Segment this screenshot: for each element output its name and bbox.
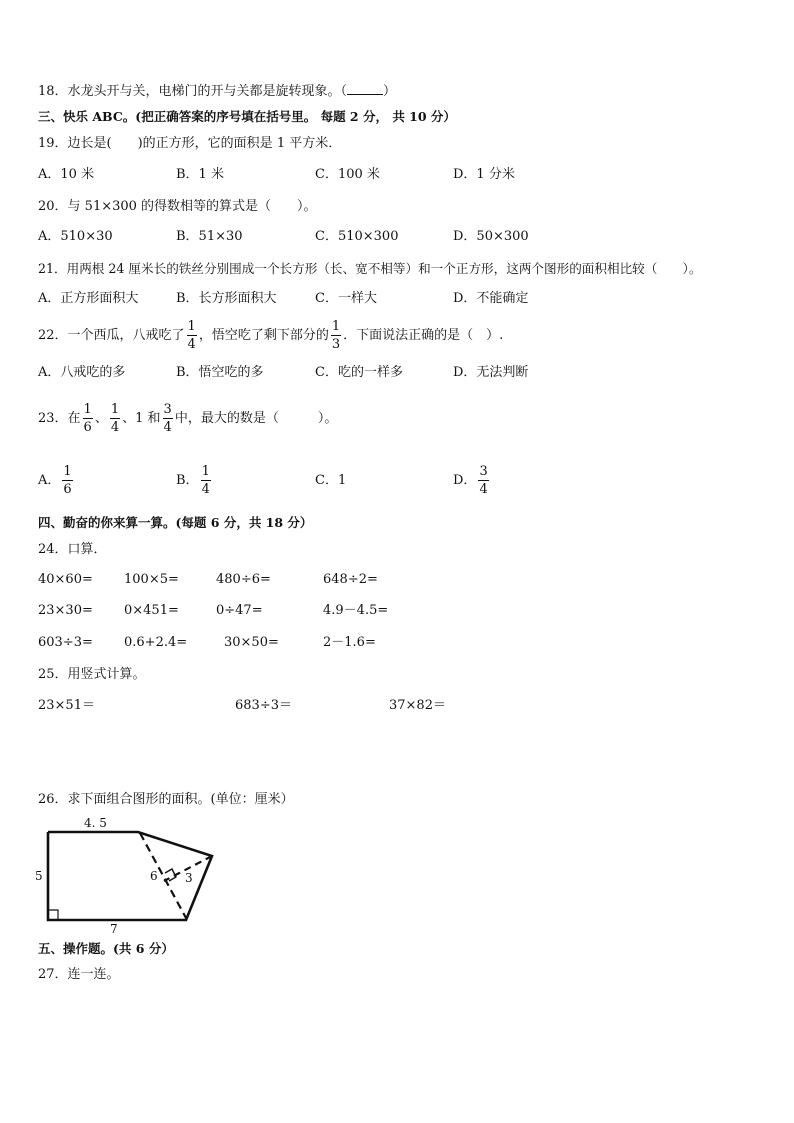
calc-item: 40×60= [38, 572, 93, 587]
vertical-calc-item: 23×51＝ [38, 698, 95, 713]
vertical-calc-item: 683÷3＝ [235, 698, 292, 713]
q19-option-c[interactable]: C．100 米 [315, 167, 380, 182]
label-height: 3 [185, 871, 193, 885]
question-18 [38, 82, 396, 101]
calc-item: 0÷47= [216, 603, 263, 618]
question-19-text: 19．边长是( )的正方形，它的面积是 1 平方米． [38, 136, 342, 151]
q23-option-c[interactable]: C．1 [315, 473, 347, 488]
calc-item: 23×30= [38, 603, 93, 618]
fraction-one-sixth: $\frac{1}{6}$ [83, 402, 92, 435]
question-24-text: 24．口算． [38, 542, 107, 557]
calc-item: 603÷3= [38, 635, 93, 650]
q22-pre: 22．一个西瓜，八戒吃了 [38, 328, 185, 343]
q23-option-d[interactable]: D． $\frac{3}{4}$ [453, 464, 488, 497]
calc-item: 0×451= [124, 603, 179, 618]
question-27-text: 27．连一连。 [38, 967, 120, 982]
fraction-one-third: $\frac{1}{3}$ [331, 319, 341, 352]
question-22 [38, 318, 503, 354]
question-26-text: 26．求下面组合图形的面积。(单位：厘米） [38, 792, 294, 807]
section-5-title: 五、操作题。(共 6 分） [38, 941, 174, 956]
question-21-text: 21．用两根 24 厘米长的铁丝分别围成一个长方形（长、宽不相等）和一个正方形，这两个图形的面积相比较（ ）。 [38, 261, 702, 276]
q21-option-b[interactable]: B．长方形面积大 [176, 291, 277, 306]
q22-option-a[interactable]: A．八戒吃的多 [38, 365, 126, 380]
q22-option-b[interactable]: B．悟空吃的多 [176, 365, 264, 380]
calc-item: 4.9－4.5= [323, 603, 389, 618]
q23-option-a[interactable]: A． $\frac{1}{6}$ [38, 464, 72, 497]
calc-item: 480÷6= [216, 572, 271, 587]
q23-sep1: 、 [94, 411, 108, 426]
q19-option-d[interactable]: D．1 分米 [453, 167, 515, 182]
q23-pre: 23．在 [38, 411, 81, 426]
fraction-one-quarter: $\frac{1}{4}$ [110, 402, 120, 435]
question-25-text: 25．用竖式计算。 [38, 667, 146, 682]
q19-option-b[interactable]: B．1 米 [176, 167, 224, 182]
q22-post: ．下面说法正确的是（ ）. [343, 328, 504, 343]
q21-option-d[interactable]: D．不能确定 [453, 291, 529, 306]
q22-option-c[interactable]: C．吃的一样多 [315, 365, 403, 380]
q23-sep2: 、1 和 [122, 411, 161, 426]
label-diagonal: 6 [150, 869, 158, 883]
question-20-text: 20．与 51×300 的得数相等的算式是（ ）。 [38, 199, 317, 214]
q22-option-d[interactable]: D．无法判断 [453, 365, 529, 380]
q19-option-a[interactable]: A．10 米 [38, 167, 95, 182]
q22-mid: ，悟空吃了剩下部分的 [198, 328, 329, 343]
composite-figure-diagram [30, 812, 230, 938]
q23-post: 中，最大的数是（ ）。 [174, 411, 338, 426]
label-bottom: 7 [110, 922, 118, 936]
calc-item: 30×50= [224, 635, 279, 650]
q20-option-a[interactable]: A．510×30 [38, 229, 113, 244]
q20-option-b[interactable]: B．51×30 [176, 229, 243, 244]
calc-item: 100×5= [124, 572, 179, 587]
q23-option-b[interactable]: B． $\frac{1}{4}$ [176, 464, 210, 497]
q20-option-c[interactable]: C．510×300 [315, 229, 399, 244]
question-18-close: ） [383, 84, 397, 99]
q20-option-d[interactable]: D．50×300 [453, 229, 529, 244]
calc-item: 648÷2= [323, 572, 378, 587]
section-4-title: 四、勤奋的你来算一算。(每题 6 分，共 18 分） [38, 515, 313, 530]
question-23 [38, 400, 337, 438]
label-left: 5 [35, 869, 43, 883]
right-angle-marker [48, 910, 58, 920]
label-top: 4. 5 [84, 816, 107, 830]
q21-option-a[interactable]: A．正方形面积大 [38, 291, 139, 306]
fraction-three-quarters: $\frac{3}{4}$ [163, 402, 172, 435]
fraction-one-quarter: $\frac{1}{4}$ [187, 319, 196, 352]
question-18-text: 18．水龙头开与关，电梯门的开与关都是旋转现象。（ [38, 84, 348, 99]
vertical-calc-item: 37×82＝ [389, 698, 446, 713]
answer-blank[interactable] [347, 82, 383, 95]
calc-item: 2－1.6= [323, 635, 376, 650]
section-3-title: 三、快乐 ABC。(把正确答案的序号填在括号里。 每题 2 分， 共 10 分） [38, 109, 456, 124]
calc-item: 0.6+2.4= [124, 635, 188, 650]
q21-option-c[interactable]: C．一样大 [315, 291, 377, 306]
